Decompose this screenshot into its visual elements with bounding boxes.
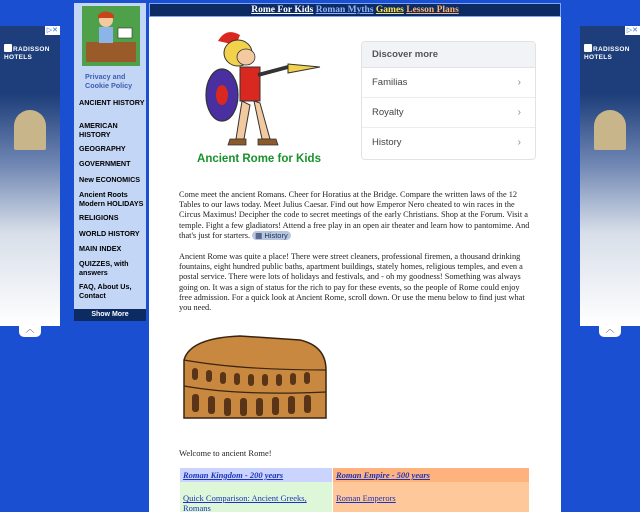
sidebar-item-faq[interactable]: FAQ, About Us, Contact	[79, 282, 132, 300]
roman-empire-link[interactable]: Roman Empire - 500 years	[333, 468, 529, 482]
body-paragraph: Ancient Rome was quite a place! There were street cleaners, professional firemen, a thousand drinking fountains, eight hundred public baths, apartment buildings, stately homes, religious temples, and even a postal service. There were lots of holidays and festivals, and - oh my goodness! Something was always going on. It was a sign of status for the rich to pay for these events, so the people of Rome could enjoy free admission. For a quick look at Ancient Rome, scroll down. Or use the menu below to find just what you need.	[179, 252, 525, 313]
left-ad-collapse-button[interactable]: ︿	[19, 325, 41, 337]
roman-kingdom-link[interactable]: Roman Kingdom - 200 years	[180, 468, 332, 482]
history-tag-button[interactable]: ▦ History	[252, 231, 291, 240]
top-nav	[149, 3, 561, 17]
sidebar-item-privacy-policy[interactable]: Privacy and Cookie Policy	[85, 72, 133, 90]
ad-brand: RADISSON HOTELS	[4, 46, 50, 61]
nav-games[interactable]: Games	[375, 5, 404, 15]
intro-paragraph: Come meet the ancient Romans. Cheer for Horatius at the Bridge. Compare the written laws of the 12 Tables to our laws today. Meet Julius Caesar. Find out how Emperor Nero cheated to win races in the Circus Maximus! Decipher the code to secret meetings of the early Christians. Shop at the Forum. Visit a temple. Fight a few gladiators! Attend a free play in an open air theater and learn how to pantomime. And that's just for starters. ▦ History	[179, 190, 530, 240]
radisson-logo-icon	[4, 44, 12, 52]
colosseum-illustration	[180, 330, 329, 426]
right-ad[interactable]	[580, 26, 640, 326]
right-ad-collapse-button[interactable]: ︿	[599, 325, 621, 337]
discover-more-heading: Discover more	[362, 42, 535, 68]
radisson-logo-icon	[584, 44, 592, 52]
sidebar-menu	[74, 3, 146, 321]
sidebar-item-quizzes[interactable]: QUIZZES, with answers	[79, 259, 129, 277]
nav-rome-for-kids[interactable]: Rome For Kids	[251, 5, 314, 15]
welcome-text: Welcome to ancient Rome!	[179, 448, 272, 458]
ad-image	[0, 94, 60, 326]
discover-item-history[interactable]: History ›	[362, 128, 535, 158]
left-ad[interactable]	[0, 26, 60, 326]
sidebar-item-world-history[interactable]: WORLD HISTORY	[79, 229, 140, 238]
chevron-right-icon: ›	[517, 137, 521, 148]
discover-more-panel	[361, 41, 536, 160]
ad-image	[580, 94, 640, 326]
sidebar-item-geography[interactable]: GEOGRAPHY	[79, 144, 126, 153]
sidebar-item-american-history[interactable]: AMERICAN HISTORY	[79, 121, 118, 139]
roman-emperors-link[interactable]: Roman Emperors	[336, 493, 396, 503]
roman-soldier-icon	[196, 27, 326, 153]
ad-brand: RADISSON HOTELS	[584, 46, 630, 61]
chevron-right-icon: ›	[517, 107, 521, 118]
discover-item-royalty[interactable]: Royalty ›	[362, 98, 535, 128]
ad-choices-badge[interactable]: ▷✕	[46, 26, 58, 34]
sidebar-item-government[interactable]: GOVERNMENT	[79, 159, 131, 168]
page-title: Ancient Rome for Kids	[197, 153, 321, 165]
quick-comparison-link[interactable]: Quick Comparison: Ancient Greeks, Romans	[183, 493, 307, 512]
main-content	[149, 3, 561, 512]
chevron-right-icon: ›	[517, 77, 521, 88]
sidebar-item-religions[interactable]: RELIGIONS	[79, 213, 119, 222]
roman-empire-section	[333, 468, 529, 512]
discover-item-familias[interactable]: Familias ›	[362, 68, 535, 98]
sidebar-item-ancient-history[interactable]: ANCIENT HISTORY	[79, 98, 145, 107]
sidebar-item-economics[interactable]: New ECONOMICS	[79, 175, 141, 184]
sidebar-item-holidays[interactable]: Ancient Roots Modern HOLIDAYS	[79, 190, 144, 208]
show-more-button[interactable]: Show More	[74, 309, 146, 321]
nav-lesson-plans[interactable]: Lesson Plans	[406, 5, 459, 15]
search-icon: ▦	[255, 230, 263, 240]
roman-kingdom-section	[180, 468, 332, 512]
sidebar-item-main-index[interactable]: MAIN INDEX	[79, 244, 122, 253]
nav-roman-myths[interactable]: Roman Myths	[315, 5, 374, 15]
teacher-at-desk-icon	[82, 6, 140, 66]
ad-choices-badge[interactable]: ▷✕	[626, 26, 638, 34]
